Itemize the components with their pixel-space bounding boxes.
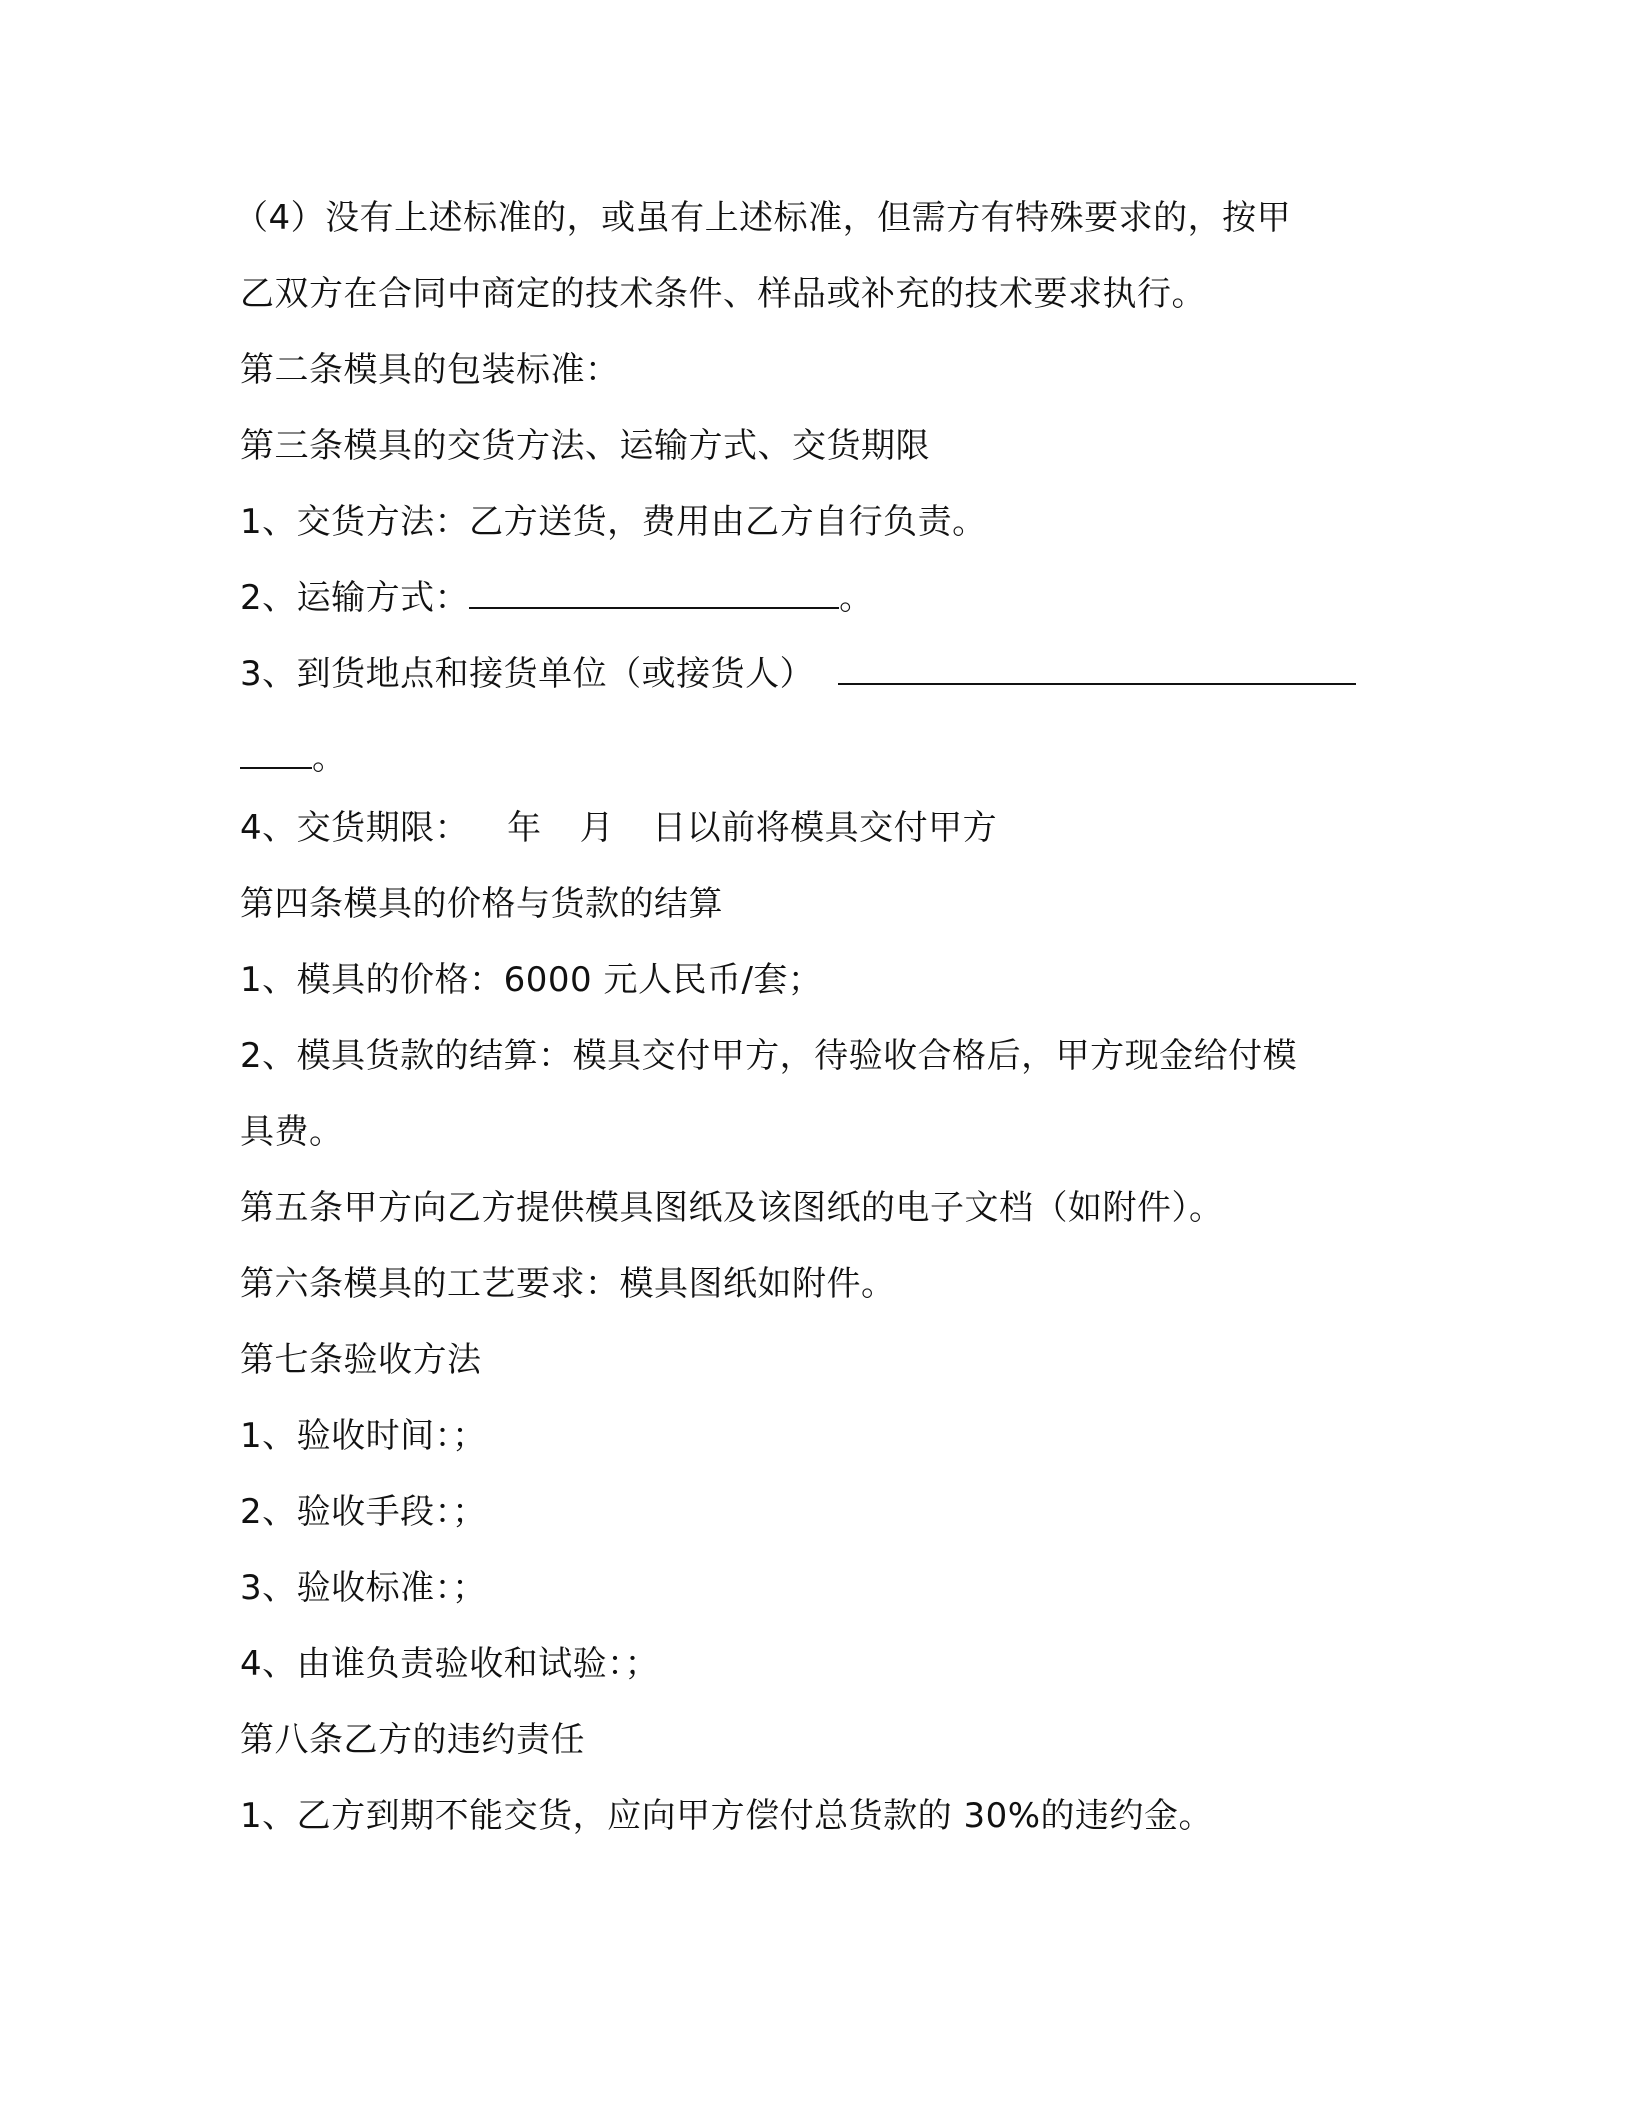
fill-in-blank (838, 653, 1356, 685)
paragraph-line: 具费。 (240, 1112, 344, 1152)
clause-line (240, 652, 1356, 696)
month-label: 月 (579, 808, 615, 848)
punctuation: 。 (312, 738, 347, 778)
paragraph-line: （4）没有上述标准的，或虽有上述标准，但需方有特殊要求的，按甲 (234, 198, 1292, 238)
clause-line: 2、模具货款的结算：模具交付甲方，待验收合格后，甲方现金给付模 (240, 1036, 1298, 1076)
article-heading: 第六条模具的工艺要求：模具图纸如附件。 (240, 1264, 896, 1304)
clause-line: 1、乙方到期不能交货，应向甲方偿付总货款的 30%的违约金。 (240, 1796, 1214, 1836)
clause-line: 1、模具的价格：6000 元人民币/套； (240, 960, 823, 1000)
clause-line (240, 576, 874, 620)
year-label: 年 (507, 808, 542, 848)
clause-label: 4、交货期限： (240, 808, 470, 848)
article-heading: 第三条模具的交货方法、运输方式、交货期限 (240, 426, 930, 466)
clause-label: 3、到货地点和接货单位（或接货人） (240, 654, 815, 694)
article-heading: 第七条验收方法 (240, 1340, 482, 1380)
clause-line (240, 736, 347, 780)
article-heading: 第八条乙方的违约责任 (240, 1720, 585, 1760)
article-heading: 第五条甲方向乙方提供模具图纸及该图纸的电子文档（如附件）。 (240, 1188, 1224, 1228)
clause-line: 1、验收时间：； (240, 1416, 487, 1456)
fill-in-blank (469, 577, 839, 609)
clause-line: 1、交货方法：乙方送货，费用由乙方自行负责。 (240, 502, 987, 542)
clause-line: 3、验收标准：； (240, 1568, 487, 1608)
article-heading: 第四条模具的价格与货款的结算 (240, 884, 723, 924)
clause-line (240, 806, 997, 850)
article-heading: 第二条模具的包装标准： (240, 350, 620, 390)
punctuation: 。 (839, 578, 874, 618)
clause-line: 2、验收手段：； (240, 1492, 487, 1532)
clause-label: 2、运输方式： (240, 578, 470, 618)
clause-line: 4、由谁负责验收和试验：； (240, 1644, 660, 1684)
fill-in-blank (240, 737, 312, 769)
paragraph-line: 乙双方在合同中商定的技术条件、样品或补充的技术要求执行。 (240, 274, 1206, 314)
day-label: 日以前将模具交付甲方 (652, 808, 998, 848)
